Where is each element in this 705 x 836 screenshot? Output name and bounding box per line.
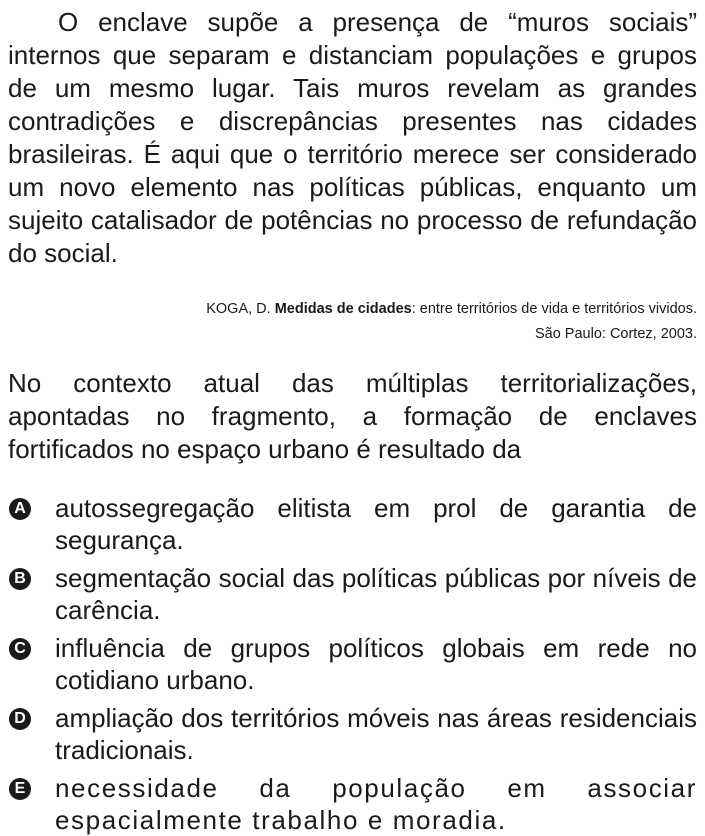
option-b-letter-icon: B — [9, 568, 31, 590]
option-e-letter-icon: E — [9, 778, 31, 800]
option-c-letter-icon: C — [9, 638, 31, 660]
option-e[interactable] — [8, 772, 697, 836]
option-d[interactable] — [8, 702, 697, 766]
citation-title: Medidas de cidades — [274, 301, 412, 317]
citation-line-1 — [8, 297, 697, 322]
option-e-text: necessidade da população em associar espacialmente trabalho e moradia. — [55, 773, 697, 835]
option-b[interactable] — [8, 562, 697, 626]
option-a-text: autossegregação elitista em prol de garantia de segurança. — [55, 493, 697, 555]
option-d-text: ampliação dos territórios móveis nas áreas residenciais tradicionais. — [55, 703, 697, 765]
option-c-text: influência de grupos políticos globais em rede no cotidiano urbano. — [55, 633, 697, 695]
option-b-text: segmentação social das políticas públicas por níveis de carência. — [55, 563, 697, 625]
option-a[interactable] — [8, 492, 697, 556]
option-a-letter-icon: A — [9, 498, 31, 520]
citation — [8, 297, 697, 347]
citation-publisher: São Paulo: Cortez, 2003. — [534, 326, 697, 342]
option-c[interactable] — [8, 632, 697, 696]
option-d-letter-icon: D — [9, 708, 31, 730]
passage-text: O enclave supõe a presença de “muros sociais” internos que separam e distanciam populações e grupos de um mesmo lugar. Tais muros revelam as grandes contradições e discrepâncias presentes nas cidades brasileiras. É aqui que o território merece ser considerado um novo elemento nas políticas públicas, enquanto um sujeito catalisador de potências no processo de refundação do social. — [8, 7, 697, 268]
answer-options — [8, 492, 697, 836]
citation-author: KOGA, D. — [206, 301, 275, 317]
question-stem: No contexto atual das múltiplas territorializações, apontadas no fragmento, a formação de enclaves fortificados no espaço urbano é resultado da — [8, 368, 697, 464]
citation-subtitle: : entre territórios de vida e territórios vividos. — [411, 301, 697, 317]
